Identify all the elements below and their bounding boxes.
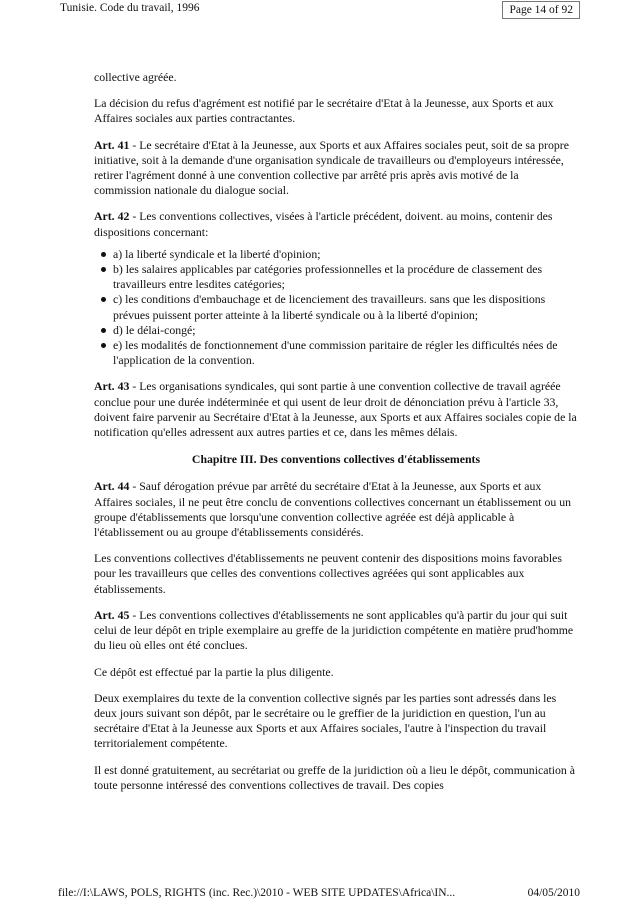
list-item: e) les modalités de fonctionnement d'une commission paritaire de régler les difficultés nées de l'application de la convention.: [113, 338, 578, 368]
chapter-heading: Chapitre III. Des conventions collectives d'établissements: [191, 452, 481, 467]
article-label: Art. 44: [94, 479, 130, 494]
article-41: [94, 138, 578, 199]
document-title: Tunisie. Code du travail, 1996: [60, 2, 200, 14]
article-43: [94, 379, 578, 440]
list-item: c) les conditions d'embauchage et de licenciement des travailleurs. sans que les dispositions prévues puissent porter atteinte à la liberté syndicale ou à la liberté d'opinion;: [113, 292, 578, 322]
paragraph: Deux exemplaires du texte de la convention collective signés par les parties sont adressés dans les deux jours suivant son dépôt, par le secrétaire ou le greffier de la juridiction en question, l'un au secrétaire d'Etat à la Jeunesse aux Sports et aux Affaires sociales, l'autre à l'inspection du travail territorialement compétente.: [94, 690, 557, 751]
page-footer: [58, 886, 580, 900]
article-44: [94, 479, 578, 540]
list-item: b) les salaires applicables par catégories professionnelles et la procédure de classement des travailleurs entre lesdites catégories;: [113, 262, 578, 292]
article-42-list: [94, 247, 578, 369]
paragraph: Ce dépôt est effectué par la partie la plus diligente.: [94, 664, 334, 679]
file-path: file://I:\LAWS, POLS, RIGHTS (inc. Rec.)\2010 - WEB SITE UPDATES\Africa\IN...: [58, 887, 456, 899]
article-label: Art. 45: [94, 607, 130, 622]
document-body: [94, 70, 578, 804]
print-date: 04/05/2010: [527, 887, 580, 899]
article-label: Art. 43: [94, 379, 130, 394]
article-45: [94, 608, 578, 654]
article-text: - Les conventions collectives, visées à l'article précédent, doivent. au moins, contenir des dispositions concernant:: [94, 209, 553, 239]
list-item: a) la liberté syndicale et la liberté d'opinion;: [113, 247, 578, 262]
article-text: - Les conventions collectives d'établissements ne sont applicables qu'à partir du jour qui suit celui de leur dépôt en triple exemplaire au greffe de la juridiction compétente en matière prud'homme du lieu où elles ont été conclues.: [94, 607, 574, 653]
article-label: Art. 41: [94, 137, 130, 152]
paragraph: Les conventions collectives d'établissements ne peuvent contenir des dispositions moins favorables pour les travailleurs que celles des conventions collectives agréées qui sont applicables aux établissements.: [94, 551, 562, 596]
article-42: [94, 209, 578, 239]
article-label: Art. 42: [94, 209, 130, 224]
paragraph: collective agréée.: [94, 70, 177, 84]
article-text: - Sauf dérogation prévue par arrêté du secrétaire d'Etat à la Jeunesse, aux Sports et aux Affaires sociales, il ne peut être conclu de conventions collectives concernant un établissement ou un groupe d'établissements que lorsqu'une convention collective agréée est déjà applicable à l'établissement ou au groupe d'établissements considérés.: [94, 479, 572, 540]
article-text: - Les organisations syndicales, qui sont partie à une convention collective de travail agréée conclue pour une durée indéterminée et qui usent de leur droit de dénonciation prévu à l'article 33, doivent faire parvenir au Secrétaire d'Etat à la Jeunesse, aux Sports et aux Affaires sociales copie de la notification qu'elles adressent aux autres parties et ce, dans les mêmes délais.: [94, 379, 577, 440]
list-item: d) le délai-congé;: [113, 323, 578, 338]
page-header: [58, 1, 580, 19]
article-text: - Le secrétaire d'Etat à la Jeunesse, aux Sports et aux Affaires sociales peut, soit de sa propre initiative, soit à la demande d'une organisation syndicale de travailleurs ou d'employeurs intéressée, retirer l'agrément donné à une convention collective par arrêté pris après avis motivé de la commission nationale du dialogue social.: [94, 137, 569, 198]
page-number: Page 14 of 92: [502, 1, 580, 19]
paragraph: Il est donné gratuitement, au secrétariat ou greffe de la juridiction où a lieu le dépôt, communication à toute personne intéressé des conventions collectives de travail. Des copies: [94, 762, 575, 792]
paragraph: La décision du refus d'agrément est notifié par le secrétaire d'Etat à la Jeunesse, aux Sports et aux Affaires sociales aux parties contractantes.: [94, 96, 554, 126]
